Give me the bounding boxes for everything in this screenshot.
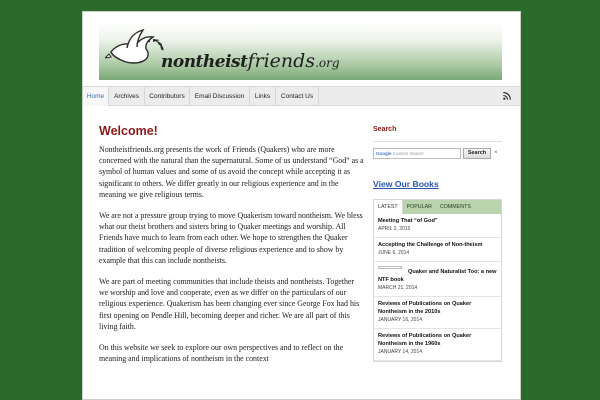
site-logo-text[interactable] (161, 50, 340, 72)
search-input[interactable] (373, 148, 461, 159)
page-title: Welcome! (99, 124, 158, 138)
list-item[interactable] (374, 329, 501, 361)
posts-tab-widget (373, 199, 502, 362)
page-container (82, 11, 521, 400)
nav-item-contributors[interactable]: Contributors (145, 87, 190, 106)
post-title[interactable]: Accepting the Challenge of Non-theism (378, 242, 483, 248)
google-brand-label: Google (376, 151, 392, 156)
nav-item-archives[interactable]: Archives (109, 87, 145, 106)
list-item[interactable] (374, 238, 501, 262)
dove-logo-icon (105, 28, 165, 72)
nav-item-email-discussion[interactable]: Email Discussion (190, 87, 250, 106)
rss-icon[interactable] (503, 92, 511, 100)
list-item[interactable] (374, 214, 501, 238)
post-title[interactable]: Meeting That “of God” (378, 218, 438, 224)
posts-tabs (374, 200, 501, 214)
logo-text-friends: friends (247, 50, 316, 72)
sidebar (373, 126, 502, 362)
list-item[interactable] (374, 297, 501, 329)
post-date: JANUARY 14, 2014 (378, 349, 423, 355)
post-thumbnail[interactable] (378, 266, 402, 269)
post-date: JUNE 6, 2014 (378, 250, 410, 256)
post-title[interactable]: Reviews of Publications on Quaker Nontheism in the 2010s (378, 301, 472, 315)
search-form (373, 148, 502, 162)
intro-paragraph-3: We are part of meeting communities that include theists and nontheists. Together we worship and love and cooperate, even as we differ on the particulars of our religious experience. Quakerism has been changing ever since George Fox had his first opening on Pendle Hill, becoming deeper and richer. We are all part of this living faith. (99, 277, 360, 331)
nav-item-home[interactable]: Home (83, 87, 109, 106)
search-button[interactable]: Search (463, 148, 491, 159)
tab-latest[interactable]: LATEST (374, 200, 403, 214)
post-date: APRIL 2, 2015 (378, 226, 411, 232)
nav-item-contact-us[interactable]: Contact Us (276, 87, 319, 106)
intro-paragraph-1: Nontheistfriends.org presents the work of Friends (Quakers) who are more concerned with the natural than the supernatural. Some of us understand “God” as a symbol of human values and some of us avoid the concept while accepting it as significant to others. We differ greatly in our religious experience and in the meaning we give religious terms. (99, 145, 364, 199)
post-date: JANUARY 16, 2014 (378, 317, 423, 323)
main-nav (83, 86, 520, 106)
logo-text-org: .org (315, 56, 340, 70)
tab-popular[interactable]: POPULAR (406, 204, 432, 210)
nav-item-links[interactable]: Links (250, 87, 276, 106)
post-title[interactable]: Reviews of Publications on Quaker Nontheism in the 1960s (378, 333, 472, 347)
search-placeholder: Custom Search (392, 151, 424, 156)
search-divider (373, 141, 502, 142)
list-item[interactable] (374, 262, 501, 297)
logo-text-nontheist: nontheist (161, 52, 248, 72)
main-content (99, 124, 364, 374)
intro-paragraph-4: On this website we seek to explore our own perspectives and to reflect on the meaning and implications of nontheism in the context (99, 343, 344, 364)
intro-paragraph-2: We are not a pressure group trying to move Quakerism toward nontheism. We bless what our theist brothers and sisters bring to Quaker meetings and worship. All Friends have much to learn from each other. We hope to strengthen the Quaker tradition of welcoming people of diverse religious experience and to show by example that this can include nontheists. (99, 211, 363, 265)
clear-search-icon[interactable]: × (494, 150, 498, 156)
view-our-books-link[interactable]: View Our Books (373, 179, 439, 189)
post-title[interactable]: Quaker and Naturalist Too: a new NTF book (378, 269, 497, 283)
tab-comments[interactable]: COMMENTS (439, 204, 471, 210)
site-header (99, 22, 502, 80)
post-date: MARCH 21, 2014 (378, 285, 418, 291)
search-heading: Search (373, 126, 397, 133)
